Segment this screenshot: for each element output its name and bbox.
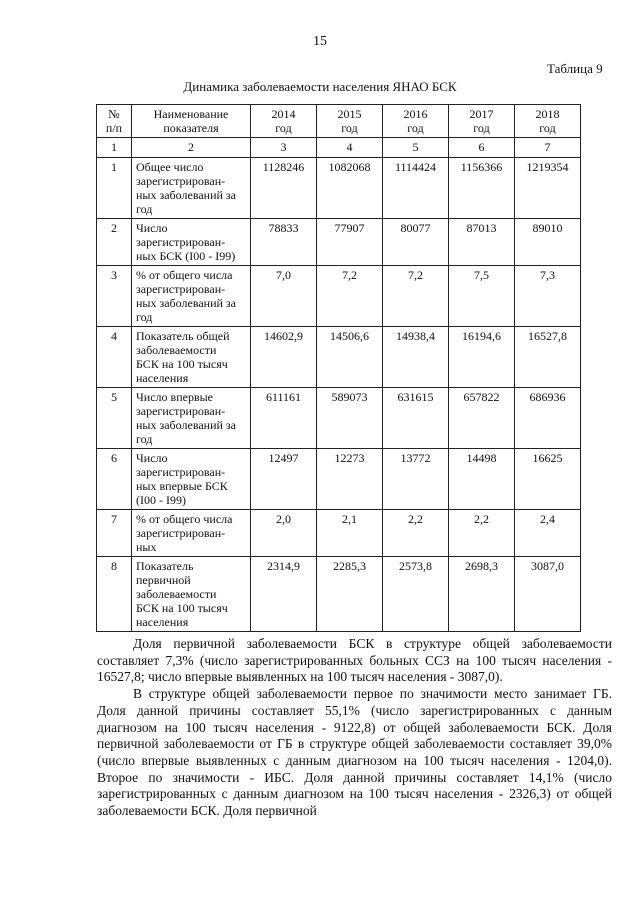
value-2017: 2,2 [449,510,515,557]
table-label: Таблица 9 [547,61,603,76]
indicator-name [132,557,251,632]
value-2015: 2,1 [317,510,383,557]
table-row [97,449,581,510]
paragraph: Доля первичной заболеваемости БСК в структуре общей заболеваемости составляет 7,3% (число зарегистрированных больных ССЗ на 100 тысяч населения - 16527,8; число впервые выявленных на 100 тысяч населения - 3087,0). [97,636,612,685]
indicator-name [132,266,251,327]
value-2014: 2,0 [251,510,317,557]
page-number: 15 [313,34,327,49]
header-line: год [341,121,358,135]
indicator-name [132,388,251,449]
table-row [97,327,581,388]
column-number: 2 [132,138,251,158]
name-line: БСК на 100 тысяч [136,357,228,371]
header-2014 [251,105,317,138]
value-2017: 16194,6 [449,327,515,388]
value-2018: 3087,0 [515,557,581,632]
value-2014: 78833 [251,219,317,266]
name-line: Показатель общей [136,329,230,343]
value-2018: 686936 [515,388,581,449]
column-number: 5 [383,138,449,158]
header-line: год [275,121,292,135]
value-2018: 89010 [515,219,581,266]
name-line: ных БСК (I00 - I99) [136,249,236,263]
value-2016: 1114424 [383,158,449,219]
name-line: ных заболеваний за [136,188,236,202]
name-line: населения [136,615,189,629]
body-text [97,636,612,820]
paragraph: В структуре общей заболеваемости первое по значимости место занимает ГБ. Доля данной причины составляет 55,1% (число зарегистрированных с данным диагнозом на 100 тысяч населения - 9122,8) от общей заболеваемости БСК. Доля первичной заболеваемости от ГБ в структуре общей заболеваемости составляет 39,0% (число впервые выявленных с данным диагнозом на 100 тысяч населения - 1204,0). Второе по значимости - ИБС. Доля данной причины составляет 14,1% (число зарегистрированных с данным диагнозом на 100 тысяч населения - 2326,3) от общей заболеваемости БСК. Доля первичной [97,686,612,819]
header-line: п/п [105,121,123,135]
column-number: 4 [317,138,383,158]
header-line: 2018 [535,107,560,121]
name-line: год [136,310,153,324]
value-2017: 7,5 [449,266,515,327]
header-line: 2017 [469,107,494,121]
value-2017: 87013 [449,219,515,266]
value-2017: 14498 [449,449,515,510]
value-2018: 1219354 [515,158,581,219]
name-line: % от общего числа [136,268,233,282]
value-2014: 14602,9 [251,327,317,388]
header-2018 [515,105,581,138]
header-line: Наименование [153,107,229,121]
row-number: 7 [97,510,132,557]
name-line: ных заболеваний за [136,296,236,310]
value-2015: 2285,3 [317,557,383,632]
value-2015: 1082068 [317,158,383,219]
row-number: 8 [97,557,132,632]
value-2017: 2698,3 [449,557,515,632]
column-number: 3 [251,138,317,158]
value-2016: 7,2 [383,266,449,327]
header-line: показателя [163,121,219,135]
header-2015 [317,105,383,138]
indicator-name [132,158,251,219]
name-line: Показатель [136,559,194,573]
row-number: 1 [97,158,132,219]
value-2015: 12273 [317,449,383,510]
name-line: (I00 - I99) [136,493,186,507]
value-2016: 13772 [383,449,449,510]
value-2014: 12497 [251,449,317,510]
indicator-name [132,327,251,388]
value-2018: 2,4 [515,510,581,557]
value-2016: 631615 [383,388,449,449]
column-number-row [97,138,581,158]
value-2018: 16625 [515,449,581,510]
value-2014: 1128246 [251,158,317,219]
header-line: № [108,107,120,121]
value-2014: 7,0 [251,266,317,327]
value-2017: 1156366 [449,158,515,219]
name-line: БСК на 100 тысяч [136,601,228,615]
name-line: ных заболеваний за [136,418,236,432]
name-line: первичной [136,573,191,587]
morbidity-table [96,104,581,632]
table-row [97,266,581,327]
value-2015: 589073 [317,388,383,449]
name-line: заболеваемости [136,343,217,357]
header-line: год [473,121,490,135]
table-row [97,158,581,219]
name-line: год [136,202,153,216]
name-line: зарегистрирован- [136,282,226,296]
name-line: ных [136,540,157,554]
name-line: населения [136,371,189,385]
header-line: год [407,121,424,135]
header-2017 [449,105,515,138]
value-2015: 7,2 [317,266,383,327]
value-2018: 16527,8 [515,327,581,388]
value-2016: 14938,4 [383,327,449,388]
name-line: Общее число [136,160,204,174]
header-line: год [539,121,556,135]
value-2014: 2314,9 [251,557,317,632]
name-line: Число [136,221,168,235]
value-2016: 80077 [383,219,449,266]
header-line: 2016 [403,107,428,121]
table-title: Динамика заболеваемости населения ЯНАО БСК [183,79,457,94]
table-row [97,557,581,632]
name-line: зарегистрирован- [136,465,226,479]
name-line: % от общего числа [136,512,233,526]
name-line: зарегистрирован- [136,174,226,188]
name-line: Число впервые [136,390,214,404]
row-number: 3 [97,266,132,327]
header-line: 2014 [271,107,296,121]
row-number: 2 [97,219,132,266]
table-row [97,388,581,449]
name-line: ных впервые БСК [136,479,228,493]
table-header-row [97,105,581,138]
name-line: Число [136,451,168,465]
indicator-name [132,449,251,510]
value-2015: 77907 [317,219,383,266]
name-line: год [136,432,153,446]
column-number: 6 [449,138,515,158]
header-number [97,105,132,138]
name-line: зарегистрирован- [136,235,226,249]
column-number: 1 [97,138,132,158]
header-line: 2015 [337,107,362,121]
table-row [97,219,581,266]
value-2015: 14506,6 [317,327,383,388]
name-line: зарегистрирован- [136,526,226,540]
header-indicator [132,105,251,138]
row-number: 4 [97,327,132,388]
indicator-name [132,219,251,266]
name-line: заболеваемости [136,587,217,601]
indicator-name [132,510,251,557]
value-2016: 2573,8 [383,557,449,632]
value-2014: 611161 [251,388,317,449]
table-row [97,510,581,557]
value-2017: 657822 [449,388,515,449]
row-number: 5 [97,388,132,449]
value-2018: 7,3 [515,266,581,327]
value-2016: 2,2 [383,510,449,557]
row-number: 6 [97,449,132,510]
header-2016 [383,105,449,138]
column-number: 7 [515,138,581,158]
name-line: зарегистрирован- [136,404,226,418]
